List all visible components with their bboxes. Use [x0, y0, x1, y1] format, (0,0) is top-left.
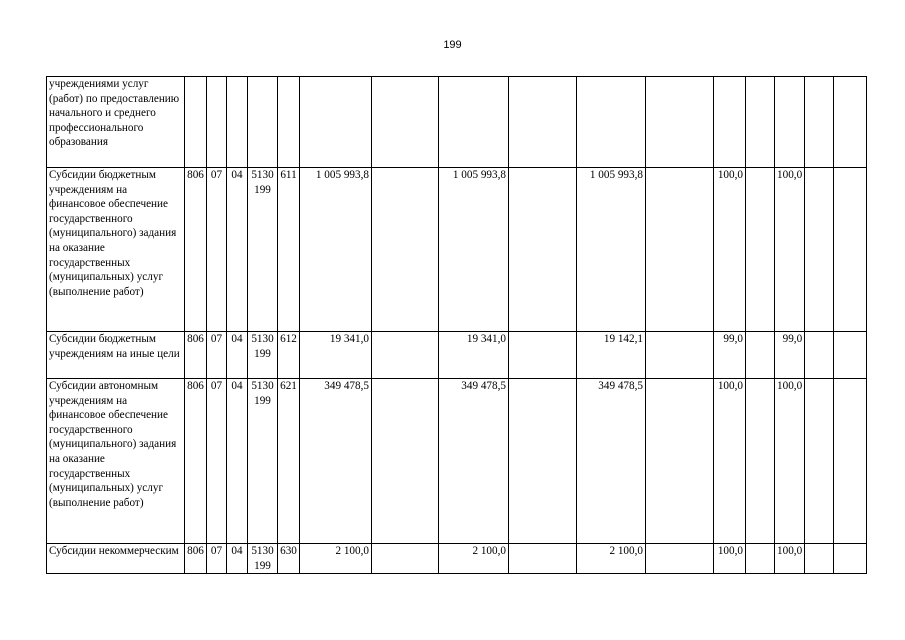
blank-cell — [509, 379, 577, 544]
article-code: 5130 199 — [248, 544, 278, 574]
blank-cell — [834, 168, 867, 332]
expense-type-code: 612 — [278, 332, 300, 379]
section-code: 07 — [207, 379, 227, 544]
actual-amount: 19 142,1 — [577, 332, 646, 379]
blank-cell — [805, 77, 834, 168]
expense-type-code: 630 — [278, 544, 300, 574]
blank-cell — [646, 332, 714, 379]
blank-cell — [834, 379, 867, 544]
blank-cell — [746, 379, 775, 544]
blank-cell — [509, 77, 577, 168]
ministry-code: 806 — [185, 379, 207, 544]
subsection-code: 04 — [227, 379, 248, 544]
plan-amount: 349 478,5 — [439, 379, 509, 544]
actual-amount: 2 100,0 — [577, 544, 646, 574]
blank-cell — [372, 332, 439, 379]
percent-approved: 100,0 — [714, 379, 746, 544]
actual-amount: 1 005 993,8 — [577, 168, 646, 332]
ministry-code: 806 — [185, 544, 207, 574]
blank-cell — [805, 544, 834, 574]
blank-cell — [509, 544, 577, 574]
plan-amount: 2 100,0 — [439, 544, 509, 574]
subsection-code: 04 — [227, 332, 248, 379]
percent-plan: 100,0 — [775, 544, 805, 574]
plan-amount — [439, 77, 509, 168]
row-name: Субсидии бюджетным учреждениям на финансовое обеспечение государственного (муниципального) задания на оказание государственных (муниципальных) услуг (выполнение работ) — [47, 168, 185, 332]
blank-cell — [746, 332, 775, 379]
table-row — [47, 168, 867, 332]
blank-cell — [834, 332, 867, 379]
expense-type-code: 611 — [278, 168, 300, 332]
ministry-code — [185, 77, 207, 168]
blank-cell — [746, 77, 775, 168]
article-code: 5130 199 — [248, 332, 278, 379]
blank-cell — [746, 544, 775, 574]
approved-amount: 1 005 993,8 — [300, 168, 372, 332]
percent-approved: 100,0 — [714, 544, 746, 574]
blank-cell — [746, 168, 775, 332]
expense-type-code: 621 — [278, 379, 300, 544]
percent-plan: 99,0 — [775, 332, 805, 379]
percent-plan — [775, 77, 805, 168]
blank-cell — [646, 77, 714, 168]
row-name: Субсидии некоммерческим — [47, 544, 185, 574]
budget-table — [46, 76, 867, 574]
blank-cell — [646, 168, 714, 332]
row-name: Субсидии автономным учреждениям на финансовое обеспечение государственного (муниципального) задания на оказание государственных (муниципальных) услуг (выполнение работ) — [47, 379, 185, 544]
table-row — [47, 379, 867, 544]
subsection-code — [227, 77, 248, 168]
blank-cell — [805, 168, 834, 332]
blank-cell — [509, 168, 577, 332]
section-code: 07 — [207, 544, 227, 574]
article-code: 5130 199 — [248, 379, 278, 544]
page-number: 199 — [443, 39, 462, 51]
blank-cell — [646, 379, 714, 544]
percent-approved: 100,0 — [714, 168, 746, 332]
blank-cell — [509, 332, 577, 379]
expense-type-code — [278, 77, 300, 168]
section-code — [207, 77, 227, 168]
row-name: Субсидии бюджетным учреждениям на иные цели — [47, 332, 185, 379]
plan-amount: 1 005 993,8 — [439, 168, 509, 332]
subsection-code: 04 — [227, 168, 248, 332]
approved-amount: 2 100,0 — [300, 544, 372, 574]
subsection-code: 04 — [227, 544, 248, 574]
blank-cell — [372, 379, 439, 544]
ministry-code: 806 — [185, 332, 207, 379]
table-row — [47, 544, 867, 574]
blank-cell — [372, 168, 439, 332]
blank-cell — [372, 544, 439, 574]
approved-amount: 19 341,0 — [300, 332, 372, 379]
blank-cell — [805, 332, 834, 379]
section-code: 07 — [207, 332, 227, 379]
table-row — [47, 332, 867, 379]
blank-cell — [646, 544, 714, 574]
row-name: учреждениями услуг (работ) по предоставлению начального и среднего профессионального образования — [47, 77, 185, 168]
percent-approved — [714, 77, 746, 168]
ministry-code: 806 — [185, 168, 207, 332]
blank-cell — [834, 77, 867, 168]
section-code: 07 — [207, 168, 227, 332]
table-row — [47, 77, 867, 168]
percent-plan: 100,0 — [775, 168, 805, 332]
approved-amount: 349 478,5 — [300, 379, 372, 544]
blank-cell — [834, 544, 867, 574]
actual-amount: 349 478,5 — [577, 379, 646, 544]
blank-cell — [805, 379, 834, 544]
actual-amount — [577, 77, 646, 168]
percent-approved: 99,0 — [714, 332, 746, 379]
article-code — [248, 77, 278, 168]
blank-cell — [372, 77, 439, 168]
percent-plan: 100,0 — [775, 379, 805, 544]
plan-amount: 19 341,0 — [439, 332, 509, 379]
article-code: 5130 199 — [248, 168, 278, 332]
approved-amount — [300, 77, 372, 168]
